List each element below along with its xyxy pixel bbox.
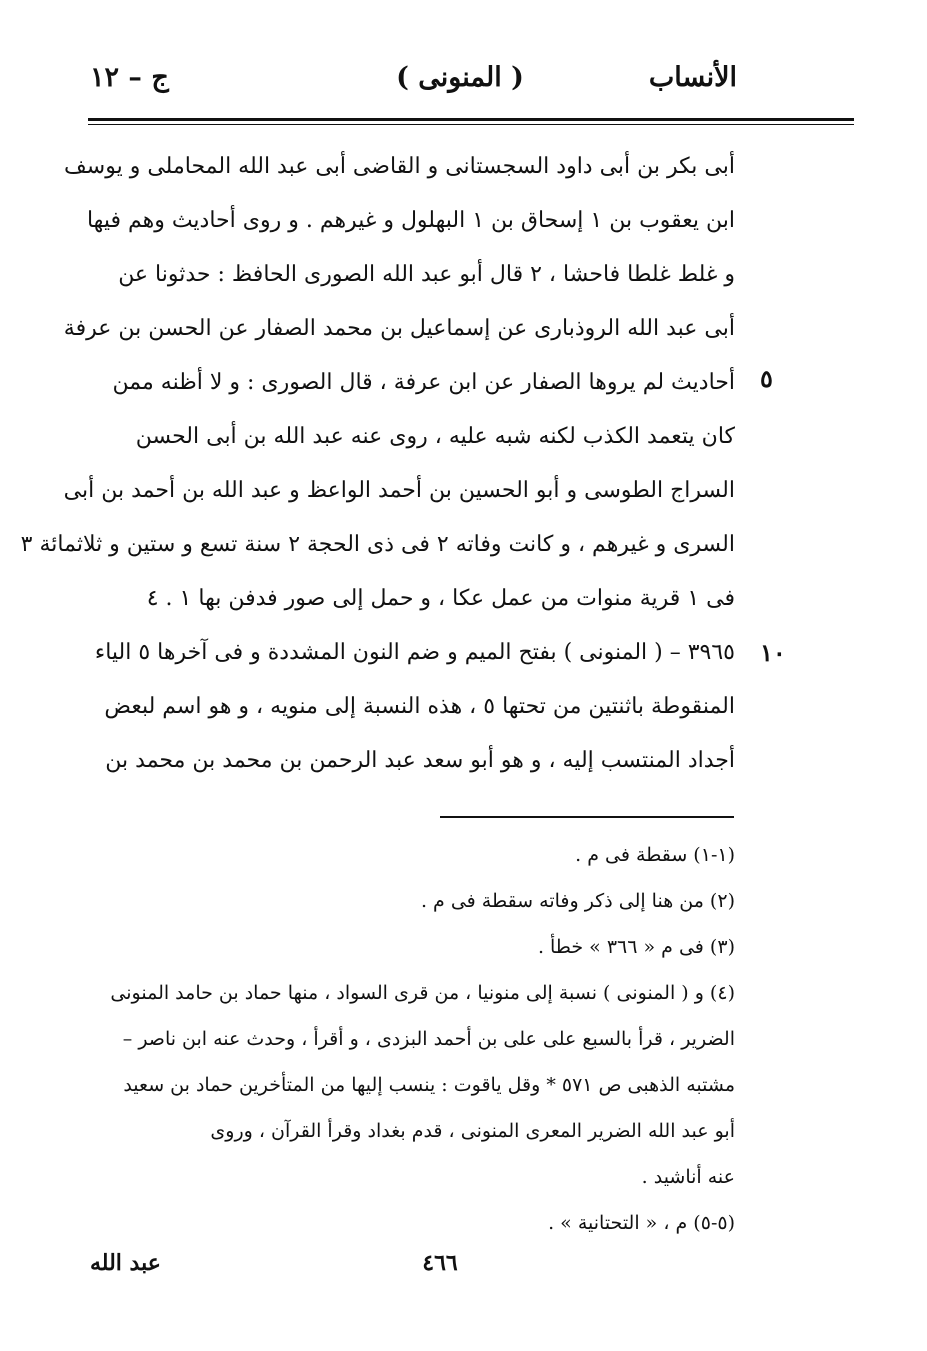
footnote-continuation: مشتبه الذهبى ص ٥٧١ * وقل ياقوت : ينسب إليها من المتأخرين حماد بن سعيد	[123, 1074, 735, 1096]
text-line: فى ١ قرية منوات من عمل عكا ، و حمل إلى صور فدفن بها ١ . ٤	[146, 586, 735, 611]
text-line: كان يتعمد الكذب لكنه شبه عليه ، روى عنه عبد الله بن أبى الحسن	[135, 424, 735, 449]
text-line: أبى عبد الله الروذبارى عن إسماعيل بن محمد الصفار عن الحسن بن عرفة	[63, 316, 735, 341]
footnote: (٤) و ( المنونى ) نسبة إلى منونيا ، من قرى السواد ، منها حماد بن حامد المنونى	[110, 982, 735, 1004]
text-line: أجداد المنتسب إليه ، و هو أبو سعد عبد الرحمن بن محمد بن محمد بن	[105, 748, 735, 773]
running-head-volume: ج – ١٢	[90, 62, 169, 93]
running-head-book: الأنساب	[648, 62, 737, 93]
header-rule	[88, 118, 854, 121]
text-line: أحاديث لم يروها الصفار عن ابن عرفة ، قال الصورى : و لا أظنه ممن	[112, 370, 735, 395]
main-text	[20, 140, 735, 788]
text-line: ابن يعقوب بن ١ إسحاق بن ١ البهلول و غيرهم . و روى أحاديث وهم فيها	[86, 208, 735, 233]
text-line: و غلط غلطا فاحشا ، ٢ قال أبو عبد الله الصورى الحافظ : حدثونا عن	[118, 262, 735, 287]
text-line: أبى بكر بن أبى داود السجستانى و القاضى أبى عبد الله المحاملى و يوسف	[64, 154, 735, 179]
text-line: السراج الطوسى و أبو الحسين بن أحمد الواعظ و عبد الله بن أحمد بن أبى	[63, 478, 735, 503]
margin-line-number: ٥	[760, 364, 773, 393]
text-line: المنقوطة باثنتين من تحتها ٥ ، هذه النسبة إلى منويه ، و هو اسم لبعض	[104, 694, 735, 719]
header-rule-thin	[88, 124, 854, 125]
page-number: ٤٦٦	[422, 1250, 458, 1276]
footnote: (٣) فى م « ٣٦٦ » خطأ .	[537, 936, 735, 958]
footnote: (١-١) سقطة فى م .	[575, 844, 735, 866]
running-head-entry: ( المنونى )	[396, 62, 524, 93]
text-line: ٣٩٦٥ – ( المنونى ) بفتح الميم و ضم النون المشددة و فى آخرها ٥ الياء	[94, 640, 735, 665]
footnotes	[85, 832, 735, 1246]
catchword: عبد الله	[90, 1250, 161, 1276]
footnote-continuation: عنه أناشيد .	[641, 1166, 735, 1188]
margin-line-number: ١٠	[760, 638, 786, 667]
footnote: (٢) من هنا إلى ذكر وفاته سقطة فى م .	[420, 890, 735, 912]
text-line: السرى و غيرهم ، و كانت وفاته ٢ فى ذى الحجة ٢ سنة تسع و ستين و ثلاثمائة ٣	[20, 532, 735, 557]
footnote-continuation: الضرير ، قرأ بالسبع على على بن أحمد البزدى ، و أقرأ ، وحدث عنه ابن ناصر –	[122, 1028, 735, 1050]
footnote-rule	[440, 816, 734, 818]
footnote: (٥-٥) م ، « التحتانية » .	[548, 1212, 735, 1234]
footnote-continuation: أبو عبد الله الضرير المعرى المنونى ، قدم بغداد وقرأ القرآن ، وروى	[210, 1120, 735, 1142]
